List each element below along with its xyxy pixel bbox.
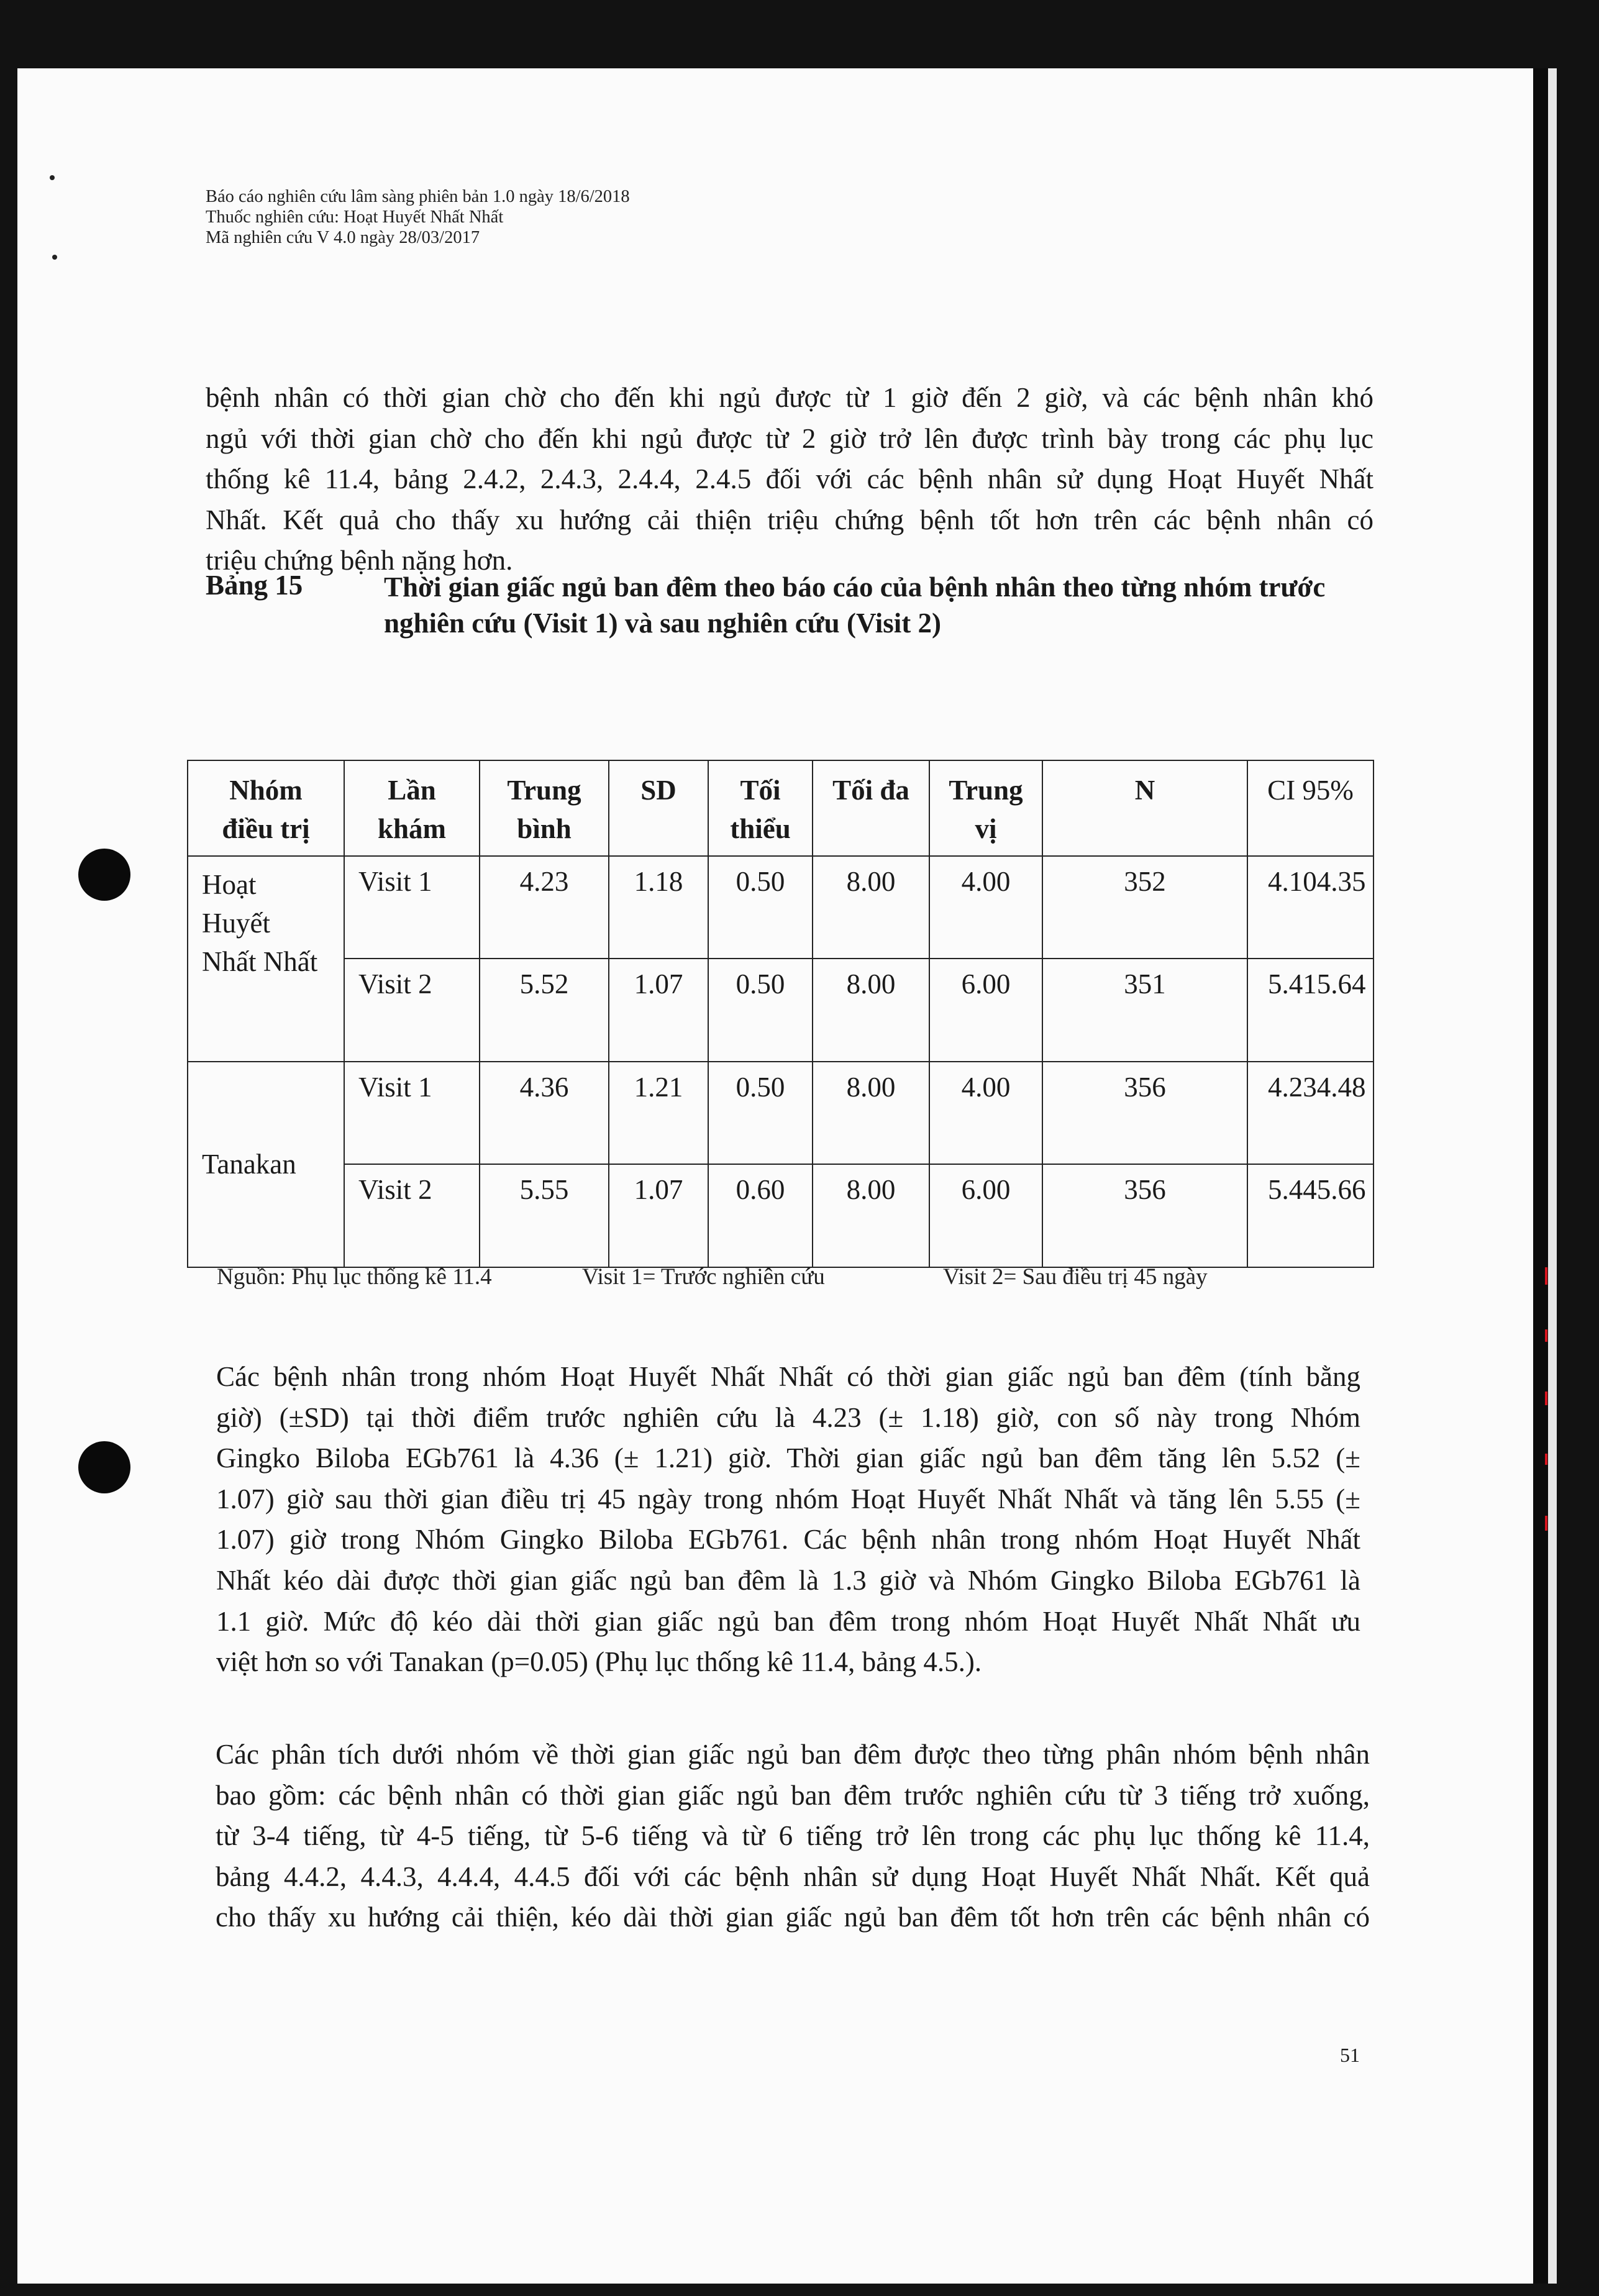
max-cell: 8.00 [813,959,929,1062]
ci-low: 4.10 [1268,865,1317,897]
header-mean: Trung bình [480,760,609,856]
header-median: Trung vị [929,760,1042,856]
table-caption-text: Thời gian giấc ngủ ban đêm theo báo cáo của bệnh nhân theo từng nhóm trước nghiên cứu (Visit 1) và sau nghiên cứu (Visit 2) [384,572,1326,639]
max-cell: 8.00 [813,856,929,959]
header-study-drug: Thuốc nghiên cứu: Hoạt Huyết Nhất Nhất [206,207,504,227]
scan-edge-shadow [1533,68,1548,2284]
scan-edge-strip [1548,68,1557,2284]
paragraph-line: thống kê 11.4, bảng 2.4.2, 2.4.3, 2.4.4, 2.4.5 đối với các bệnh nhân sử dụng Hoạt Huyết Nhất [206,463,1374,495]
paragraph-line: 1.1 giờ. Mức độ kéo dài thời gian giấc ngủ ban đêm trong nhóm Hoạt Huyết Nhất Nhất ưu [216,1605,1360,1637]
ci-low: 5.41 [1268,968,1317,1000]
mean-cell: 4.23 [480,856,609,959]
n-cell: 351 [1042,959,1247,1062]
min-cell: 0.50 [708,959,813,1062]
min-cell: 0.50 [708,1062,813,1165]
table-row [188,856,1374,959]
table-header-row [188,760,1374,856]
ci-low: 4.23 [1268,1071,1317,1103]
paragraph-line: Các bệnh nhân trong nhóm Hoạt Huyết Nhất Nhất có thời gian giấc ngủ ban đêm (tính bằng [216,1361,1360,1392]
header-study-code: Mã nghiên cứu V 4.0 ngày 28/03/2017 [206,228,480,247]
group-cell-hoat-huyet: Hoạt Huyết Nhất Nhất [188,856,344,1062]
paragraph-sleep-results [216,1357,1360,1683]
table-row [188,1164,1374,1267]
visit-cell: Visit 1 [344,856,480,959]
header-max: Tối đa [813,760,929,856]
table-row [188,1062,1374,1165]
paragraph-line: 1.07) giờ sau thời gian điều trị 45 ngày trong nhóm Hoạt Huyết Nhất Nhất và tăng lên 5.55 (± [216,1483,1360,1515]
ci-cell [1247,1164,1374,1267]
paragraph-line: ngủ với thời gian chờ cho đến khi ngủ được từ 2 giờ trở lên được trình bày trong các phụ lục [206,422,1374,454]
red-edge-mark [1545,1454,1547,1465]
red-edge-mark [1545,1516,1547,1531]
paragraph-line: Nhất. Kết quả cho thấy xu hướng cải thiện triệu chứng bệnh tốt hơn trên các bệnh nhân có [206,504,1374,535]
header-report-version: Báo cáo nghiên cứu lâm sàng phiên bản 1.0 ngày 18/6/2018 [206,187,630,206]
ci-high: 5.64 [1316,968,1366,1000]
visit-cell: Visit 1 [344,1062,480,1165]
paragraph-subgroup-sleep-latency [206,378,1374,581]
scan-speck [50,175,55,180]
scan-speck [52,255,57,260]
header-min: Tối thiểu [708,760,813,856]
paragraph-line: Gingko Biloba EGb761 là 4.36 (± 1.21) giờ. Thời gian giấc ngủ ban đêm tăng lên 5.52 (± [216,1442,1360,1474]
paragraph-line: giờ) (±SD) tại thời điểm trước nghiên cứu là 4.23 (± 1.18) giờ, con số này trong Nhóm [216,1401,1360,1433]
red-edge-mark [1545,1329,1547,1342]
ci-cell [1247,1062,1374,1165]
page-number: 51 [1340,2044,1360,2066]
table-caption-label: Bảng 15 [206,570,303,601]
median-cell: 4.00 [929,1062,1042,1165]
paragraph-line: cho thấy xu hướng cải thiện, kéo dài thời gian giấc ngủ ban đêm tốt hơn trên các bệnh nhân có [216,1902,1370,1933]
paragraph-line: Các phân tích dưới nhóm về thời gian giấc ngủ ban đêm được theo từng phân nhóm bệnh nhân [216,1739,1370,1770]
paragraph-line: bảng 4.4.2, 4.4.3, 4.4.4, 4.4.5 đối với các bệnh nhân sử dụng Hoạt Huyết Nhất Nhất. Kết quả [216,1861,1370,1892]
ci-high: 4.48 [1316,1071,1366,1103]
ci-low: 5.44 [1268,1174,1317,1206]
visit-cell: Visit 2 [344,1164,480,1267]
punch-hole-bottom [78,1441,130,1493]
visit-cell: Visit 2 [344,959,480,1062]
sleep-duration-table [187,760,1374,1268]
median-cell: 6.00 [929,959,1042,1062]
n-cell: 352 [1042,856,1247,959]
median-cell: 6.00 [929,1164,1042,1267]
sd-cell: 1.18 [609,856,708,959]
paragraph-line: việt hơn so với Tanakan (p=0.05) (Phụ lục thống kê 11.4, bảng 4.5.). [216,1646,982,1678]
paragraph-line: Nhất kéo dài được thời gian giấc ngủ ban đêm là 1.3 giờ và Nhóm Gingko Biloba EGb761 là [216,1564,1360,1596]
header-ci: CI 95% [1247,760,1374,856]
group-cell-tanakan: Tanakan [188,1062,344,1267]
ci-high: 5.66 [1316,1174,1366,1206]
header-visit: Lần khám [344,760,480,856]
mean-cell: 4.36 [480,1062,609,1165]
table-row [188,959,1374,1062]
paragraph-line: bệnh nhân có thời gian chờ cho đến khi ngủ được từ 1 giờ đến 2 giờ, và các bệnh nhân khó [206,382,1374,413]
red-edge-mark [1545,1392,1547,1405]
sd-cell: 1.07 [609,1164,708,1267]
ci-cell [1247,959,1374,1062]
sd-cell: 1.07 [609,959,708,1062]
max-cell: 8.00 [813,1062,929,1165]
document-header [206,186,630,248]
median-cell: 4.00 [929,856,1042,959]
sd-cell: 1.21 [609,1062,708,1165]
footnote-visit2: Visit 2= Sau điều trị 45 ngày [943,1264,1208,1290]
n-cell: 356 [1042,1164,1247,1267]
min-cell: 0.50 [708,856,813,959]
paragraph-line: 1.07) giờ trong Nhóm Gingko Biloba EGb761. Các bệnh nhân trong nhóm Hoạt Huyết Nhất [216,1524,1360,1556]
footnote-visit1: Visit 1= Trước nghiên cứu [582,1264,825,1290]
min-cell: 0.60 [708,1164,813,1267]
header-n: N [1042,760,1247,856]
punch-hole-top [78,849,130,901]
paragraph-line: từ 3-4 tiếng, từ 4-5 tiếng, từ 5-6 tiếng và từ 6 tiếng trở lên trong các phụ lục thống kê 11.4, [216,1820,1370,1852]
paragraph-line: triệu chứng bệnh nặng hơn. [206,545,513,576]
header-sd: SD [609,760,708,856]
mean-cell: 5.52 [480,959,609,1062]
mean-cell: 5.55 [480,1164,609,1267]
paragraph-line: bao gồm: các bệnh nhân có thời gian giấc ngủ ban đêm trước nghiên cứu từ 3 tiếng trở xuống, [216,1779,1370,1811]
paragraph-subgroup-analysis [216,1734,1370,1938]
footnote-source: Nguồn: Phụ lục thống kê 11.4 [217,1264,492,1290]
ci-high: 4.35 [1316,865,1366,897]
header-group: Nhóm điều trị [188,760,344,856]
n-cell: 356 [1042,1062,1247,1165]
max-cell: 8.00 [813,1164,929,1267]
ci-cell [1247,856,1374,959]
red-edge-mark [1545,1267,1547,1285]
